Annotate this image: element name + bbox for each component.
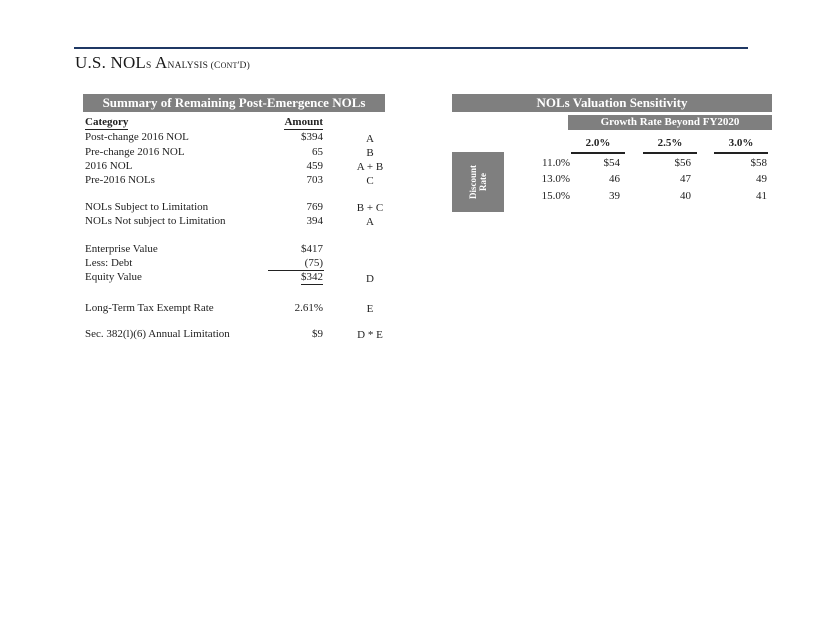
summary-row-ref: C	[366, 175, 374, 187]
sensitivity-cell: 39	[609, 190, 620, 202]
growth-column-rule	[643, 152, 697, 154]
discount-rate-label: Discount Rate	[468, 164, 488, 200]
summary-row-ref: D * E	[357, 329, 383, 341]
summary-row-ref: B	[366, 147, 374, 159]
summary-row-ref: E	[366, 303, 374, 315]
summary-row-label: Sec. 382(l)(6) Annual Limitation	[85, 328, 230, 340]
growth-rate-column: 2.0%	[585, 137, 611, 149]
summary-row-amount: 459	[306, 160, 323, 172]
amount-column-header: Amount	[284, 116, 323, 128]
title-rule	[74, 47, 748, 49]
summary-row-amount: $417	[301, 243, 323, 255]
summary-row-label: Equity Value	[85, 271, 142, 283]
sensitivity-cell: 49	[756, 173, 767, 185]
summary-row-ref: A	[366, 133, 374, 145]
category-column-header: Category	[85, 116, 129, 128]
summary-row-label: Pre-change 2016 NOL	[85, 146, 185, 158]
sensitivity-cell: 46	[609, 173, 620, 185]
discount-rate-value: 11.0%	[541, 157, 570, 169]
summary-row-label: NOLs Subject to Limitation	[85, 201, 209, 213]
sensitivity-cell: $56	[674, 157, 691, 169]
summary-row-amount: 394	[306, 215, 323, 227]
summary-row-ref: D	[366, 273, 374, 285]
growth-column-rule	[714, 152, 768, 154]
page-title: U.S. NOLS ANALYSIS (CONT'D)	[75, 53, 250, 72]
summary-row-amount: 769	[306, 201, 323, 213]
summary-row-amount: $9	[312, 328, 323, 340]
summary-row-amount: 2.61%	[294, 302, 323, 314]
summary-row-amount: $394	[301, 131, 323, 143]
summary-row-label: NOLs Not subject to Limitation	[85, 215, 226, 227]
sensitivity-cell: $54	[603, 157, 620, 169]
growth-rate-column: 2.5%	[657, 137, 683, 149]
summary-row-amount: $342	[301, 271, 323, 283]
discount-rate-value: 15.0%	[541, 190, 570, 202]
summary-row-ref: B + C	[356, 202, 384, 214]
sensitivity-cell: 47	[680, 173, 691, 185]
sensitivity-cell: $58	[750, 157, 767, 169]
summary-row-ref: A + B	[356, 161, 384, 173]
summary-row-amount: (75)	[304, 257, 323, 269]
summary-row-label: Post-change 2016 NOL	[85, 131, 189, 143]
summary-row-label: Pre-2016 NOLs	[85, 174, 155, 186]
summary-row-label: Less: Debt	[85, 257, 133, 269]
sensitivity-cell: 41	[756, 190, 767, 202]
summary-row-label: Enterprise Value	[85, 243, 158, 255]
growth-rate-column: 3.0%	[728, 137, 754, 149]
sensitivity-header: NOLs Valuation Sensitivity	[452, 94, 772, 112]
summary-row-label: Long-Term Tax Exempt Rate	[85, 302, 214, 314]
growth-rate-header: Growth Rate Beyond FY2020	[568, 115, 772, 130]
sensitivity-cell: 40	[680, 190, 691, 202]
discount-rate-value: 13.0%	[541, 173, 570, 185]
summary-header: Summary of Remaining Post-Emergence NOLs	[83, 94, 385, 112]
growth-column-rule	[571, 152, 625, 154]
summary-row-label: 2016 NOL	[85, 160, 133, 172]
summary-row-ref: A	[366, 216, 374, 228]
summary-row-amount: 65	[312, 146, 323, 158]
summary-row-amount: 703	[306, 174, 323, 186]
